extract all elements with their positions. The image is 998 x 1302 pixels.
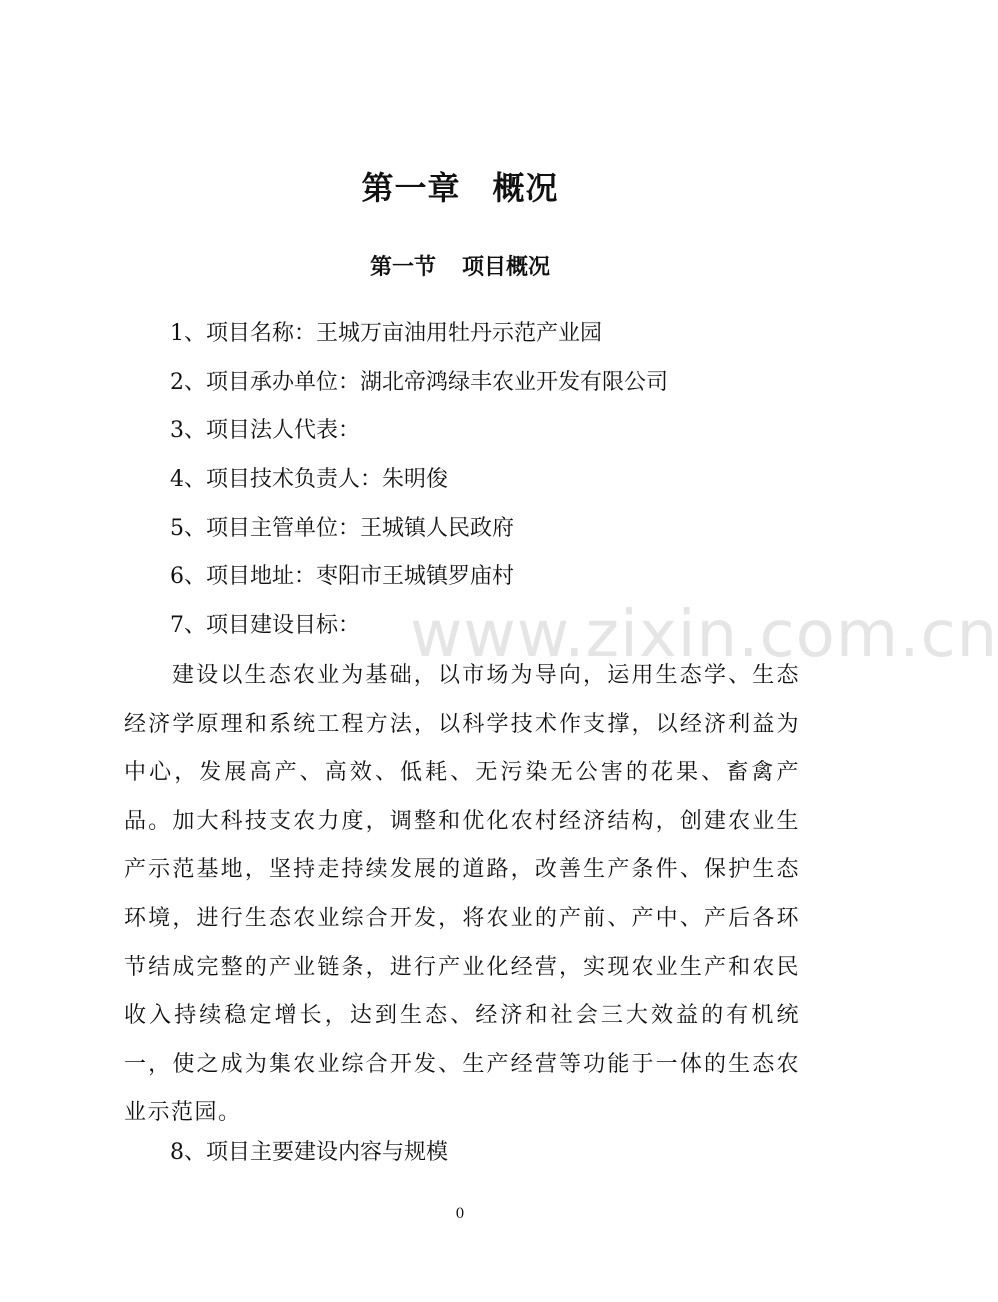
legal-representative-item: 3、项目法人代表：: [170, 418, 360, 444]
project-name-item: 1、项目名称：王城万亩油用牡丹示范产业园: [170, 321, 602, 346]
section-name: 项目概况: [462, 255, 551, 280]
technical-lead-item: 4、项目技术负责人：朱明俊: [170, 467, 448, 493]
watermark: www.zixin.com.cn: [410, 598, 998, 672]
section-number: 第一节: [369, 255, 436, 280]
chapter-number: 第一章: [361, 169, 461, 207]
chapter-name: 概况: [492, 169, 559, 207]
project-address-item: 6、项目地址：枣阳市王城镇罗庙村: [170, 564, 514, 590]
chapter-title: [0, 163, 920, 209]
goal-paragraph: 建设以生态农业为基础，以市场为导向，运用生态学、生态经济学原理和系统工程方法，以科学技术作支撑，以经济利益为中心，发展高产、高效、低耗、无污染无公害的花果、畜禽产品。加大科技支农力度，调整和优化农村经济结构，创建农业生产示范基地，坚持走持续发展的道路，改善生产条件、保护生态环境，进行生态农业综合开发，将农业的产前、产中、产后各环节结成完整的产业链条，进行产业化经营，实现农业生产和农民收入持续稳定增长，达到生态、经济和社会三大效益的有机统一，使之成为集农业综合开发、生产经营等功能于一体的生态农业示范园。: [124, 663, 800, 1126]
supervising-unit-item: 5、项目主管单位：王城镇人民政府: [170, 515, 514, 541]
section-title: [0, 250, 920, 281]
construction-content-item: 8、项目主要建设内容与规模: [170, 1140, 448, 1165]
page-number: 0: [455, 1206, 465, 1222]
construction-goal-item: 7、项目建设目标：: [170, 613, 360, 639]
project-info-list: [170, 314, 810, 655]
project-sponsor-item: 2、项目承办单位：湖北帝鸿绿丰农业开发有限公司: [170, 369, 668, 395]
